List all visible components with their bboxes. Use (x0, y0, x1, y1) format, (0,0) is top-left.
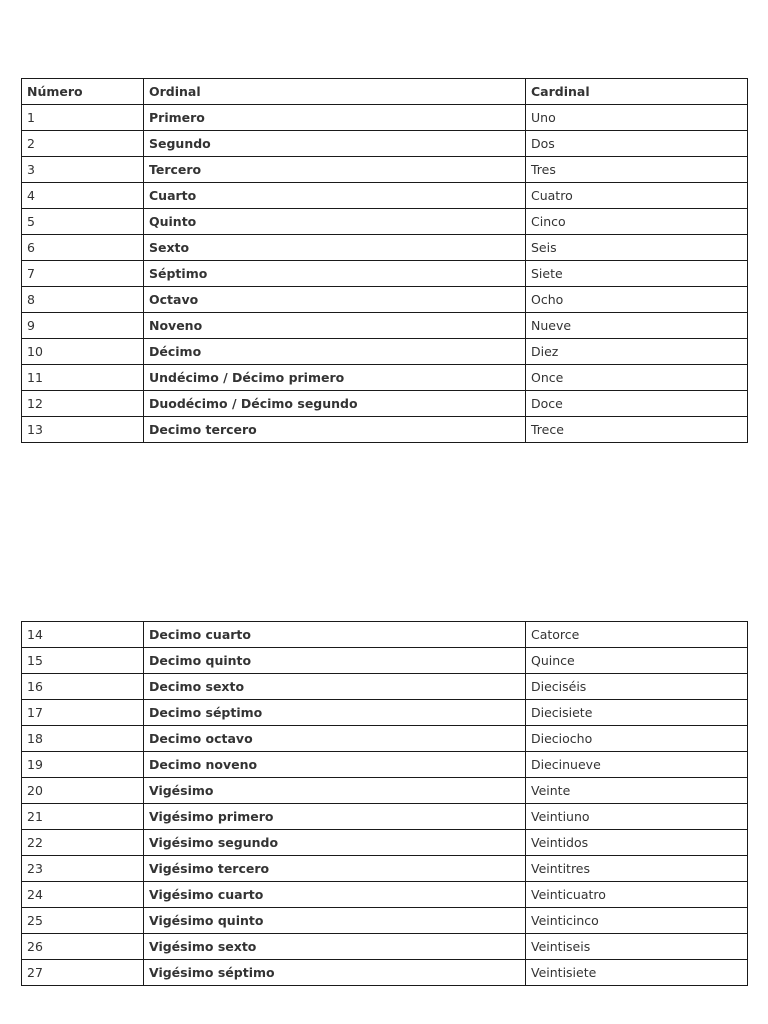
cell-numero: 12 (22, 391, 144, 417)
ordinal-table-2 (21, 621, 748, 986)
cell-ordinal: Quinto (144, 209, 526, 235)
table-row (22, 648, 748, 674)
ordinal-table-1 (21, 78, 748, 443)
cell-ordinal: Vigésimo quinto (144, 908, 526, 934)
cell-cardinal: Diez (526, 339, 748, 365)
cell-cardinal: Diecinueve (526, 752, 748, 778)
cell-numero: 27 (22, 960, 144, 986)
cell-ordinal: Decimo séptimo (144, 700, 526, 726)
cell-cardinal: Veintisiete (526, 960, 748, 986)
cell-numero: 21 (22, 804, 144, 830)
table-row (22, 752, 748, 778)
cell-ordinal: Segundo (144, 131, 526, 157)
cell-numero: 3 (22, 157, 144, 183)
cell-ordinal: Decimo tercero (144, 417, 526, 443)
table-row (22, 960, 748, 986)
cell-numero: 11 (22, 365, 144, 391)
cell-ordinal: Primero (144, 105, 526, 131)
table-body (22, 105, 748, 443)
cell-ordinal: Vigésimo tercero (144, 856, 526, 882)
table-row (22, 339, 748, 365)
cell-numero: 8 (22, 287, 144, 313)
cell-ordinal: Vigésimo (144, 778, 526, 804)
table-row (22, 157, 748, 183)
cell-ordinal: Decimo cuarto (144, 622, 526, 648)
table-row (22, 183, 748, 209)
table-row (22, 313, 748, 339)
cell-numero: 19 (22, 752, 144, 778)
cell-ordinal: Decimo octavo (144, 726, 526, 752)
cell-cardinal: Veinte (526, 778, 748, 804)
cell-cardinal: Dos (526, 131, 748, 157)
cell-cardinal: Veintiseis (526, 934, 748, 960)
cell-numero: 1 (22, 105, 144, 131)
table-row (22, 700, 748, 726)
cell-ordinal: Vigésimo sexto (144, 934, 526, 960)
table-row (22, 105, 748, 131)
table-row (22, 417, 748, 443)
table-row (22, 622, 748, 648)
column-header-cardinal: Cardinal (526, 79, 748, 105)
cell-cardinal: Veintiuno (526, 804, 748, 830)
cell-cardinal: Siete (526, 261, 748, 287)
cell-numero: 4 (22, 183, 144, 209)
cell-ordinal: Séptimo (144, 261, 526, 287)
cell-ordinal: Decimo noveno (144, 752, 526, 778)
cell-numero: 26 (22, 934, 144, 960)
cell-ordinal: Décimo (144, 339, 526, 365)
table-row (22, 235, 748, 261)
cell-ordinal: Vigésimo primero (144, 804, 526, 830)
cell-numero: 9 (22, 313, 144, 339)
cell-numero: 15 (22, 648, 144, 674)
cell-ordinal: Decimo sexto (144, 674, 526, 700)
table-row (22, 391, 748, 417)
table-row (22, 934, 748, 960)
table-row (22, 674, 748, 700)
cell-cardinal: Once (526, 365, 748, 391)
table-row (22, 908, 748, 934)
cell-ordinal: Vigésimo segundo (144, 830, 526, 856)
cell-numero: 16 (22, 674, 144, 700)
cell-ordinal: Vigésimo cuarto (144, 882, 526, 908)
table-body (22, 622, 748, 986)
cell-cardinal: Veinticinco (526, 908, 748, 934)
cell-cardinal: Dieciséis (526, 674, 748, 700)
cell-cardinal: Diecisiete (526, 700, 748, 726)
cell-cardinal: Cinco (526, 209, 748, 235)
cell-numero: 14 (22, 622, 144, 648)
cell-ordinal: Vigésimo séptimo (144, 960, 526, 986)
cell-numero: 5 (22, 209, 144, 235)
cell-cardinal: Catorce (526, 622, 748, 648)
cell-cardinal: Uno (526, 105, 748, 131)
cell-numero: 18 (22, 726, 144, 752)
cell-numero: 23 (22, 856, 144, 882)
cell-ordinal: Duodécimo / Décimo segundo (144, 391, 526, 417)
cell-cardinal: Trece (526, 417, 748, 443)
table-row (22, 209, 748, 235)
table-row (22, 261, 748, 287)
cell-numero: 24 (22, 882, 144, 908)
cell-cardinal: Quince (526, 648, 748, 674)
table-row (22, 882, 748, 908)
cell-ordinal: Noveno (144, 313, 526, 339)
table-header-row (22, 79, 748, 105)
cell-cardinal: Nueve (526, 313, 748, 339)
table-row (22, 131, 748, 157)
table-row (22, 856, 748, 882)
column-header-numero: Número (22, 79, 144, 105)
cell-cardinal: Doce (526, 391, 748, 417)
cell-cardinal: Ocho (526, 287, 748, 313)
cell-cardinal: Veintitres (526, 856, 748, 882)
cell-ordinal: Decimo quinto (144, 648, 526, 674)
cell-cardinal: Cuatro (526, 183, 748, 209)
table-row (22, 287, 748, 313)
cell-numero: 17 (22, 700, 144, 726)
cell-ordinal: Tercero (144, 157, 526, 183)
table-row (22, 804, 748, 830)
column-header-ordinal: Ordinal (144, 79, 526, 105)
cell-numero: 6 (22, 235, 144, 261)
cell-cardinal: Veintidos (526, 830, 748, 856)
cell-cardinal: Veinticuatro (526, 882, 748, 908)
cell-ordinal: Octavo (144, 287, 526, 313)
cell-cardinal: Tres (526, 157, 748, 183)
cell-ordinal: Cuarto (144, 183, 526, 209)
cell-ordinal: Undécimo / Décimo primero (144, 365, 526, 391)
cell-numero: 25 (22, 908, 144, 934)
cell-numero: 2 (22, 131, 144, 157)
cell-cardinal: Seis (526, 235, 748, 261)
cell-ordinal: Sexto (144, 235, 526, 261)
cell-numero: 7 (22, 261, 144, 287)
cell-numero: 22 (22, 830, 144, 856)
table-row (22, 778, 748, 804)
cell-numero: 13 (22, 417, 144, 443)
cell-numero: 20 (22, 778, 144, 804)
table-row (22, 726, 748, 752)
table-row (22, 365, 748, 391)
table-row (22, 830, 748, 856)
cell-numero: 10 (22, 339, 144, 365)
cell-cardinal: Dieciocho (526, 726, 748, 752)
